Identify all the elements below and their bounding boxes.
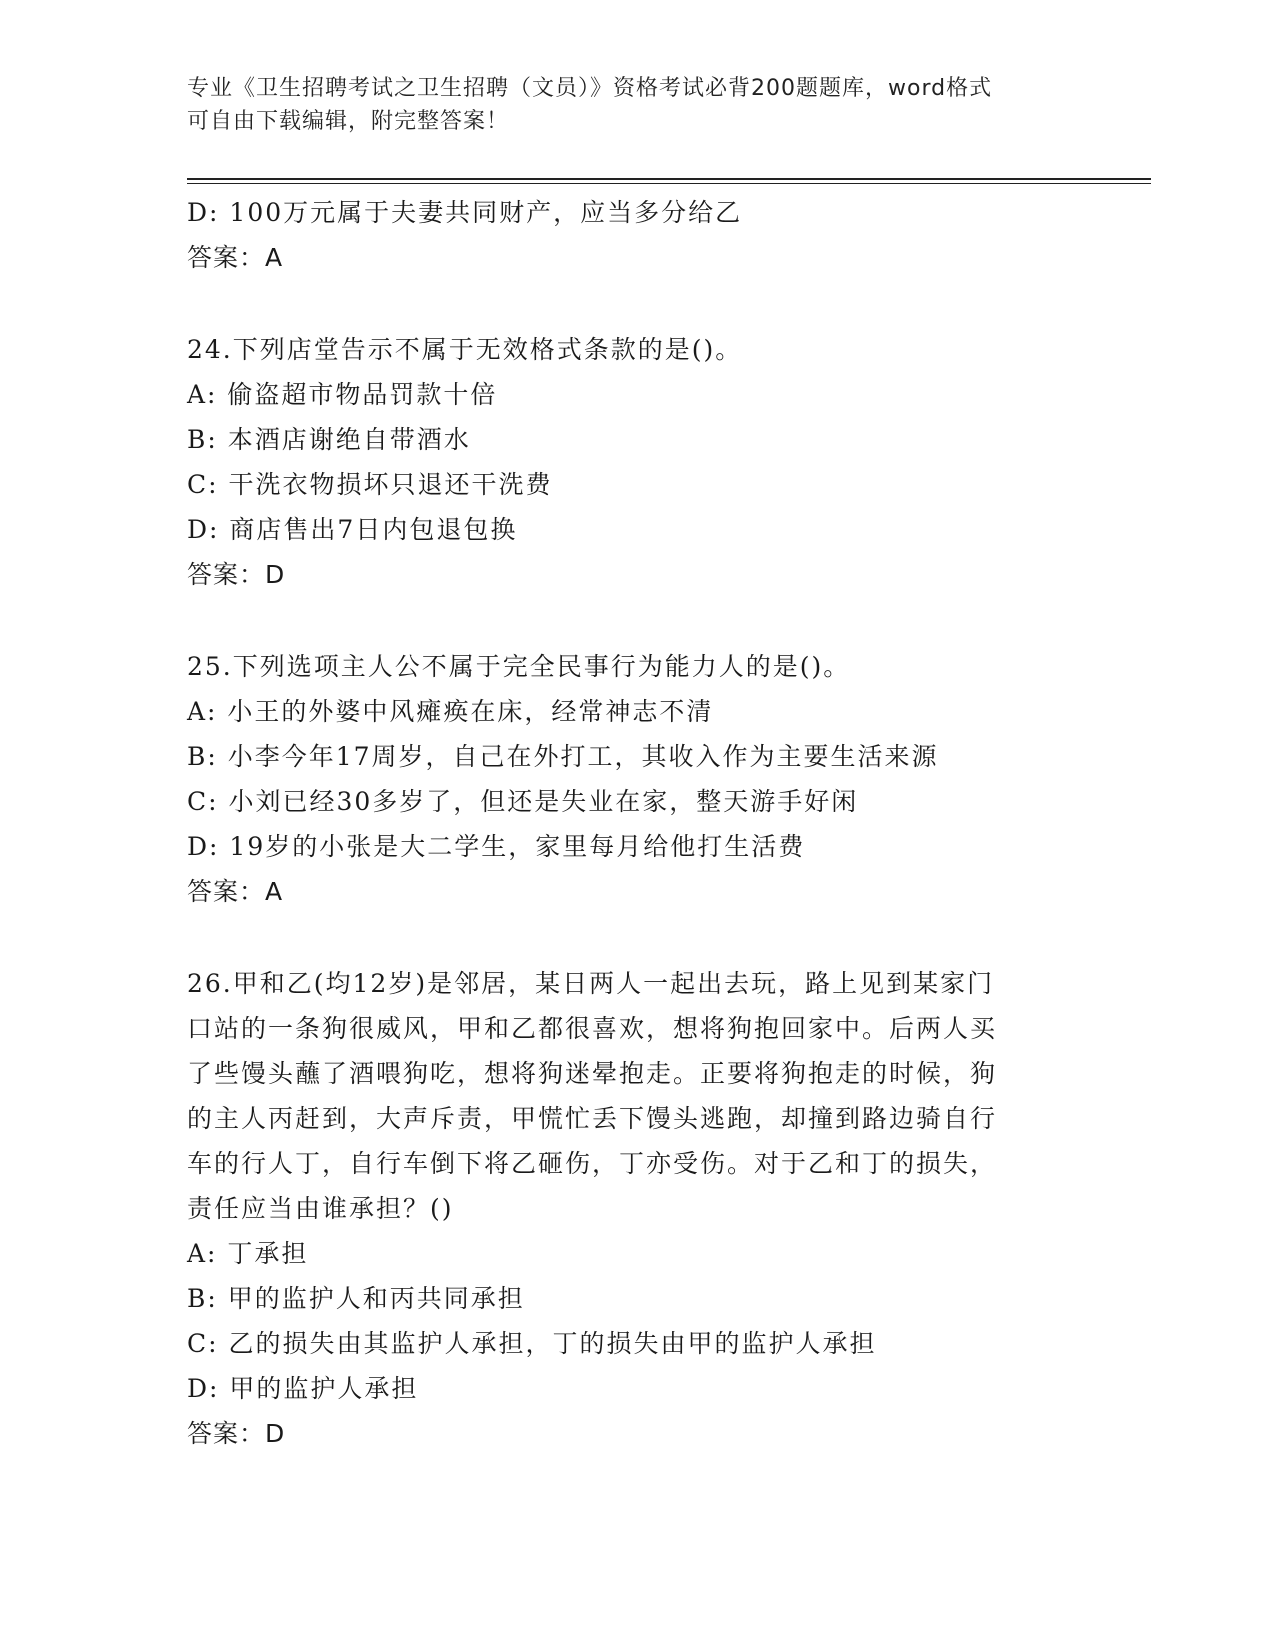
question-block-23	[187, 190, 1067, 280]
question-stem-line: 26.甲和乙(均12岁)是邻居，某日两人一起出去玩，路上见到某家门	[187, 969, 995, 998]
question-stem-line: 的主人丙赶到，大声斥责，甲慌忙丢下馒头逃跑，却撞到路边骑自行	[187, 1104, 998, 1133]
question-stem: 25.下列选项主人公不属于完全民事行为能力人的是()。	[187, 652, 851, 681]
option-c: C: 乙的损失由其监护人承担，丁的损失由甲的监护人承担	[187, 1329, 877, 1358]
answer: 答案：D	[187, 1419, 286, 1448]
header-title-line-1: 专业《卫生招聘考试之卫生招聘（文员）》资格考试必背200题题库，word格式	[187, 76, 993, 101]
question-block-26	[187, 961, 1067, 1456]
question-block-24	[187, 327, 1067, 597]
option-b: B: 小李今年17周岁，自己在外打工，其收入作为主要生活来源	[187, 742, 939, 771]
option-b: B: 甲的监护人和丙共同承担	[187, 1284, 525, 1313]
question-content	[187, 190, 1067, 1456]
document-header	[187, 72, 1067, 138]
question-stem-line: 了些馒头蘸了酒喂狗吃，想将狗迷晕抱走。正要将狗抱走的时候，狗	[187, 1059, 998, 1088]
question-block-25	[187, 644, 1067, 914]
answer: 答案：A	[187, 877, 284, 906]
option-d: D: 19岁的小张是大二学生，家里每月给他打生活费	[187, 832, 806, 861]
question-stem: 24.下列店堂告示不属于无效格式条款的是()。	[187, 335, 743, 364]
header-rule-thin	[187, 183, 1151, 184]
option-a: A: 丁承担	[187, 1239, 309, 1268]
option-c: C: 干洗衣物损坏只退还干洗费	[187, 470, 553, 499]
answer: 答案：D	[187, 560, 286, 589]
spacer	[187, 597, 1067, 644]
question-stem-line: 车的行人丁，自行车倒下将乙砸伤，丁亦受伤。对于乙和丁的损失，	[187, 1149, 998, 1178]
option-a: A: 偷盗超市物品罚款十倍	[187, 380, 498, 409]
header-title-line-2: 可自由下载编辑，附完整答案！	[187, 109, 510, 134]
option-b: B: 本酒店谢绝自带酒水	[187, 425, 471, 454]
question-stem-line: 责任应当由谁承担？()	[187, 1194, 454, 1223]
question-stem-line: 口站的一条狗很威风，甲和乙都很喜欢，想将狗抱回家中。后两人买	[187, 1014, 998, 1043]
option-a: A: 小王的外婆中风瘫痪在床，经常神志不清	[187, 697, 714, 726]
spacer	[187, 280, 1067, 327]
option-d: D: 商店售出7日内包退包换	[187, 515, 518, 544]
option-c: C: 小刘已经30多岁了，但还是失业在家，整天游手好闲	[187, 787, 859, 816]
answer: 答案：A	[187, 243, 284, 272]
option-d: D: 甲的监护人承担	[187, 1374, 419, 1403]
option-d: D: 100万元属于夫妻共同财产，应当多分给乙	[187, 198, 743, 227]
header-rule-thick	[187, 178, 1151, 180]
spacer	[187, 914, 1067, 961]
